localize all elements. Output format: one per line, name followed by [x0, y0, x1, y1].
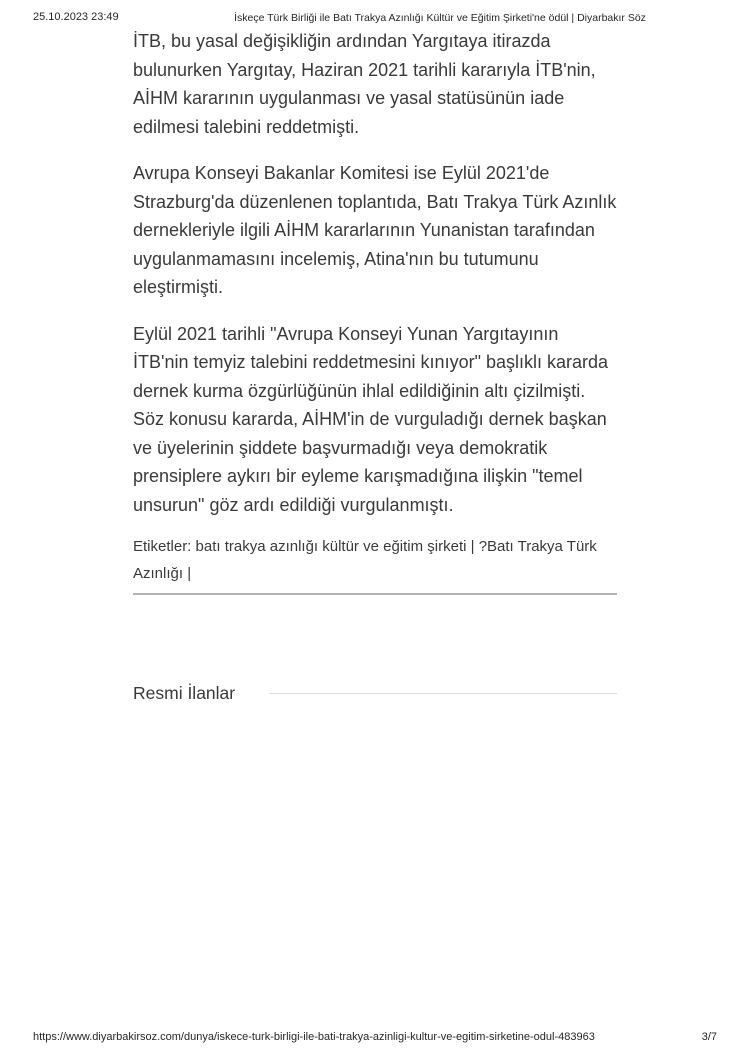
article-paragraph: Eylül 2021 tarihli "Avrupa Konseyi Yunan Yargıtayının İTB'nin temyiz talebini reddetmesini kınıyor" başlıklı kararda dernek kurma özgürlüğünün ihlal edildiğinin altı çizilmişti. Söz konusu kararda, AİHM'in de vurguladığı dernek başkan ve üyelerinin şiddete başvurmadığı veya demokratik prensiplere aykırı bir eyleme karışmadığına ilişkin "temel unsurun" göz ardı edildiği vurgulanmıştı. [133, 323, 609, 515]
print-footer-page-indicator: 3/7 [701, 1031, 717, 1043]
official-ads-section [133, 683, 617, 704]
article-paragraph: Avrupa Konseyi Bakanlar Komitesi ise Eylül 2021'de Strazburg'da düzenlenen toplantıda, Batı Trakya Türk Azınlık dernekleriyle ilgili AİHM kararlarının Yunanistan tarafından uygulanmamasını incelemiş, Atina'nın bu tutumunu eleştirmişti. [133, 163, 617, 297]
article-tags-line: Etiketler: batı trakya azınlığı kültür ve eğitim şirketi | ?Batı Trakya Türk Azınlığı | [133, 538, 597, 582]
section-heading-rule [269, 693, 617, 694]
section-heading: Resmi İlanlar [133, 683, 236, 703]
article-paragraph: İTB, bu yasal değişikliğin ardından Yargıtaya itirazda bulunurken Yargıtay, Haziran 2021 tarihli kararıyla İTB'nin, AİHM kararının uygulanması ve yasal statüsünün iade edilmesi talebini reddetmişti. [133, 31, 596, 137]
print-footer-url: https://www.diyarbakirsoz.com/dunya/iskece-turk-birligi-ile-bati-trakya-azinligi-kultur-ve-egitim-sirketine-odul-483963 [33, 1031, 595, 1043]
article-content [133, 27, 617, 704]
print-header-title: İskeçe Türk Birliği ile Batı Trakya Azınlığı Kültür ve Eğitim Şirketi'ne ödül | Diyarbakır Söz [234, 12, 646, 24]
print-header-datetime: 25.10.2023 23:49 [33, 11, 119, 23]
tags-bottom-divider [133, 593, 617, 595]
